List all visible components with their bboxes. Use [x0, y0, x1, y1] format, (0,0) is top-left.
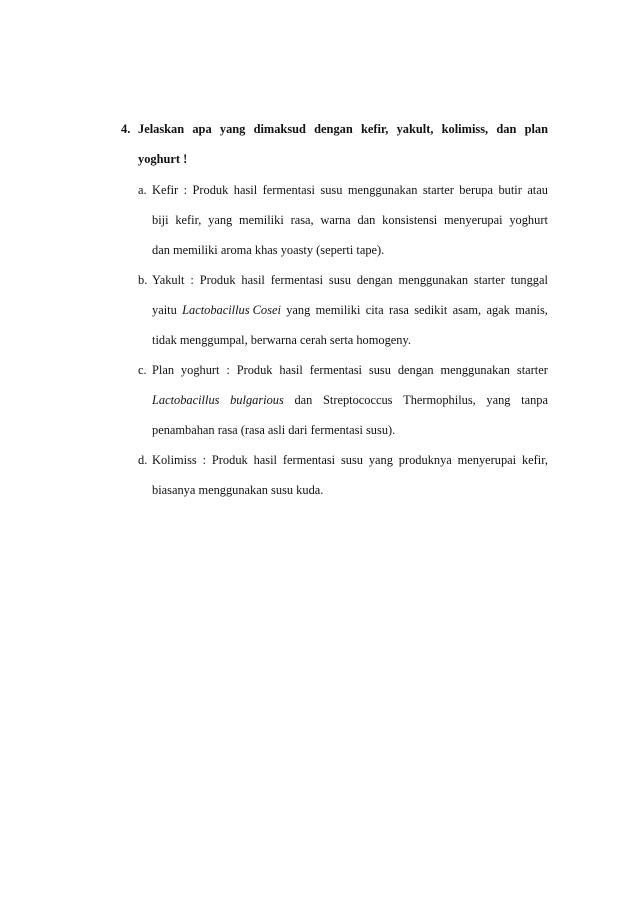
item-c-line-1 [152, 362, 548, 378]
word: susu [368, 363, 391, 377]
word: tanpa [521, 393, 548, 407]
word: susu [340, 453, 363, 467]
word: yang [368, 453, 393, 467]
word: dan [294, 393, 313, 407]
question-title-line-2: yoghurt ! [138, 152, 188, 166]
word: hasil [233, 183, 258, 197]
title-word: apa [192, 122, 212, 136]
word: manis, [515, 303, 548, 317]
word: Yakult [152, 273, 185, 287]
word: yoghurt [509, 213, 548, 227]
word: Plan [152, 363, 175, 377]
item-b-label: b. [138, 273, 148, 287]
item-a-line-2 [152, 212, 548, 228]
item-d-label: d. [138, 453, 148, 467]
title-word: kolimiss, [441, 122, 489, 136]
title-word: yakult, [396, 122, 434, 136]
word: biji [152, 213, 169, 227]
word: butir [498, 183, 522, 197]
word: fermentasi [270, 273, 324, 287]
word: susu [328, 273, 351, 287]
word: memiliki [315, 303, 361, 317]
word: yang [486, 393, 511, 407]
word: Produk [199, 273, 236, 287]
item-a-label: a. [138, 183, 147, 197]
word: susu [320, 183, 343, 197]
word: : [226, 363, 230, 377]
word: kefir, [175, 213, 202, 227]
word: rasa [388, 303, 409, 317]
word: dengan [356, 273, 393, 287]
item-b-line-3: tidak menggumpal, berwarna cerah serta homogeny. [152, 333, 411, 347]
word: yaitu [152, 303, 177, 317]
word: Streptococcus [322, 393, 393, 407]
title-word: dan [496, 122, 517, 136]
word: kefir, [521, 453, 548, 467]
word: starter [422, 183, 454, 197]
title-word: plan [524, 122, 548, 136]
word: produknya [398, 453, 452, 467]
word: memiliki [239, 213, 284, 227]
title-word: kefir, [360, 122, 389, 136]
word: Thermophilus, [403, 393, 476, 407]
item-c-line-2 [152, 392, 548, 408]
word: Produk [192, 183, 229, 197]
word: asam, [452, 303, 482, 317]
word: dengan [397, 363, 434, 377]
word: : [190, 273, 194, 287]
word: starter [516, 363, 548, 377]
word: Produk [236, 363, 273, 377]
title-word: yang [219, 122, 246, 136]
word: agak [486, 303, 510, 317]
species-name: Lactobacillus Cosei [182, 303, 281, 317]
word: yoghurt [180, 363, 220, 377]
word: konsistensi [382, 213, 438, 227]
species-epithet: bulgarious [230, 393, 284, 407]
item-b-line-1 [152, 272, 548, 288]
question-number: 4. [121, 122, 131, 136]
species-genus: Lactobacillus [152, 393, 220, 407]
word: menyerupai [457, 453, 517, 467]
word: Kolimiss [152, 453, 197, 467]
title-word: dimaksud [253, 122, 306, 136]
word: rasa, [290, 213, 314, 227]
word: hasil [253, 453, 277, 467]
item-d-line-2: biasanya menggunakan susu kuda. [152, 483, 324, 497]
word: fermentasi [262, 183, 315, 197]
item-b-line-2 [152, 302, 548, 318]
question-title-line-1 [138, 121, 548, 137]
item-c-line-3: penambahan rasa (rasa asli dari fermentasi susu). [152, 423, 396, 437]
word: : [202, 453, 207, 467]
word: cita [365, 303, 384, 317]
word: Kefir [152, 183, 179, 197]
word: starter [473, 273, 505, 287]
word: warna [320, 213, 351, 227]
word: : [183, 183, 188, 197]
item-c-label: c. [138, 363, 147, 377]
word: menggunakan [398, 273, 469, 287]
item-a-line-3: dan memiliki aroma khas yoasty (seperti tape). [152, 243, 385, 257]
word: berupa [459, 183, 493, 197]
item-a-line-1 [152, 182, 548, 198]
title-word: dengan [314, 122, 353, 136]
word: sedikit [414, 303, 448, 317]
word: fermentasi [309, 363, 362, 377]
word: atau [527, 183, 548, 197]
word: tunggal [510, 273, 548, 287]
word: dan [357, 213, 376, 227]
item-d-line-1 [152, 452, 548, 468]
word: menyerupai [444, 213, 503, 227]
word: menggunakan [347, 183, 418, 197]
word: fermentasi [282, 453, 336, 467]
title-word: Jelaskan [138, 122, 185, 136]
word: hasil [279, 363, 303, 377]
word: hasil [241, 273, 265, 287]
word: menggunakan [440, 363, 511, 377]
word: yang [286, 303, 311, 317]
word: yang [208, 213, 233, 227]
word: Produk [211, 453, 248, 467]
